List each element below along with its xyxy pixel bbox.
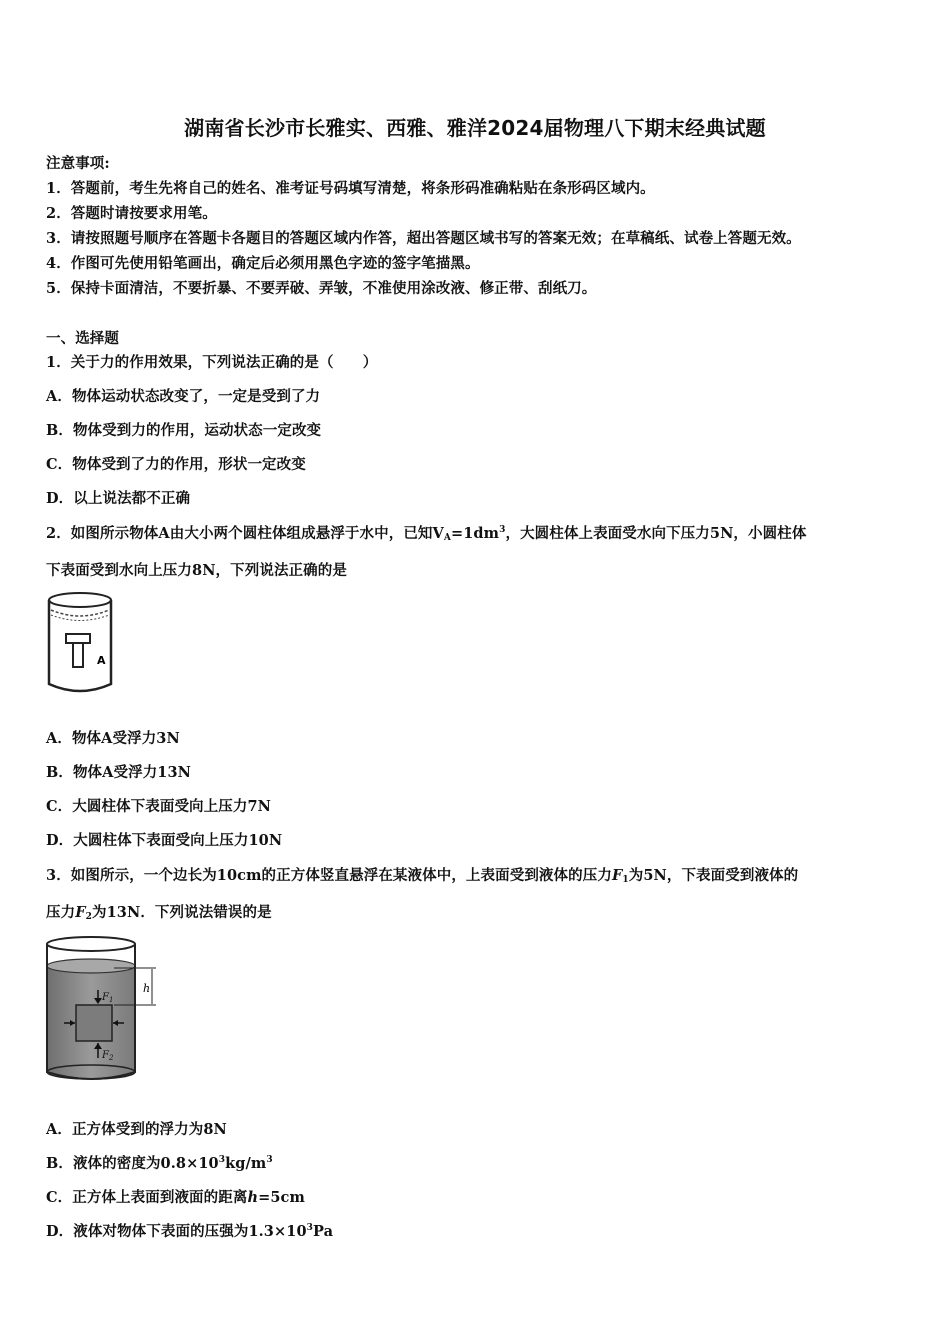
large-cylinder (66, 634, 90, 643)
q3-superscript: 3 (218, 1155, 226, 1165)
q3-option-b-part: kg/m (225, 1155, 267, 1172)
question-1-option-b: B．物体受到力的作用，运动状态一定改变 (46, 422, 322, 439)
q3-option-c-part: C．正方体上表面到液面的距离 (46, 1189, 248, 1206)
f2-label-letter: F (102, 1050, 109, 1061)
note-item: 1．答题前，考生先将自己的姓名、准考证号码填写清楚，将条形码准确粘贴在条形码区域内。 (46, 180, 655, 197)
note-item: 3．请按照题号顺序在答题卡各题目的答题区域内作答，超出答题区域书写的答案无效；在草稿纸、试卷上答题无效。 (46, 230, 801, 247)
question-2-option-b: B．物体A受浮力13N (46, 764, 192, 781)
section-heading: 一、选择题 (46, 330, 119, 347)
f1-label-letter: F (102, 992, 109, 1003)
question-3-option-d (46, 1220, 333, 1241)
f2-label-sub: 2 (108, 1054, 114, 1062)
q2-subscript: A (443, 533, 451, 543)
q3-stem-part: 压力 (46, 904, 76, 921)
question-1-option-a: A．物体运动状态改变了，一定是受到了力 (46, 388, 321, 405)
h-label: h (143, 982, 151, 995)
water-surface (51, 615, 109, 621)
q2-stem-part: =1dm (450, 525, 500, 542)
q2-stem-part: 2．如图所示物体A由大小两个圆柱体组成悬浮于水中，已知V (46, 525, 444, 542)
object-a-label: A (97, 654, 106, 667)
f1-label-sub: 1 (108, 996, 114, 1004)
question-1-option-d: D．以上说法都不正确 (46, 490, 191, 507)
beaker-rim (49, 593, 111, 607)
water-surface (51, 610, 109, 616)
q3-force-symbol: F (611, 867, 623, 884)
page-title: 湖南省长沙市长雅实、西雅、雅洋2024届物理八下期末经典试题 (184, 116, 766, 140)
question-1-option-c: C．物体受到了力的作用，形状一定改变 (46, 456, 306, 473)
question-2-stem-line2: 下表面受到水向上压力8N，下列说法正确的是 (46, 562, 347, 579)
q2-stem-part: ，大圆柱体上表面受水向下压力5N，小圆柱体 (505, 525, 807, 542)
q3-option-d-part: D．液体对物体下表面的压强为1.3×10 (46, 1223, 307, 1240)
question-1-stem: 1．关于力的作用效果，下列说法正确的是（ ） (46, 354, 378, 371)
question-3-option-b (46, 1152, 273, 1173)
cube (76, 1005, 112, 1041)
cylinder-rim (47, 937, 135, 951)
q3-superscript: 3 (306, 1223, 314, 1233)
liquid-surface (47, 959, 135, 973)
q3-subscript: 1 (622, 875, 629, 885)
small-cylinder (73, 643, 83, 667)
q3-force-symbol: F (75, 904, 86, 921)
question-2-option-d: D．大圆柱体下表面受向上压力10N (46, 832, 283, 849)
q3-stem-part: 为13N．下列说法错误的是 (91, 904, 272, 921)
note-item: 2．答题时请按要求用笔。 (46, 205, 217, 222)
note-item: 5．保持卡面清洁，不要折暴、不要弄破、弄皱，不准使用涂改液、修正带、刮纸刀。 (46, 280, 597, 297)
question-3-stem (46, 864, 798, 885)
note-item: 4．作图可先使用铅笔画出，确定后必须用黑色字迹的签字笔描黑。 (46, 255, 480, 272)
q3-stem-part: 为5N，下表面受到液体的 (628, 867, 799, 884)
notes-heading: 注意事项: (46, 155, 110, 172)
q3-option-b-part: B．液体的密度为0.8×10 (46, 1155, 219, 1172)
q2-superscript: 3 (499, 525, 506, 535)
question-2-figure (44, 588, 116, 696)
q3-stem-part: 3．如图所示，一个边长为10cm的正方体竖直悬浮在某液体中，上表面受到液体的压力 (46, 867, 612, 884)
q3-superscript: 3 (266, 1155, 273, 1165)
q3-h-symbol: h (247, 1189, 259, 1206)
question-2-stem (46, 522, 806, 543)
question-3-option-a: A．正方体受到的浮力为8N (46, 1121, 227, 1138)
question-3-stem-line2 (46, 901, 272, 922)
q3-subscript: 2 (85, 912, 92, 922)
q3-option-d-part: Pa (313, 1223, 334, 1240)
q3-option-c-part: =5cm (258, 1189, 305, 1206)
question-2-option-c: C．大圆柱体下表面受向上压力7N (46, 798, 271, 815)
question-3-option-c (46, 1186, 305, 1207)
question-3-figure (44, 932, 164, 1086)
question-2-option-a: A．物体A受浮力3N (46, 730, 180, 747)
